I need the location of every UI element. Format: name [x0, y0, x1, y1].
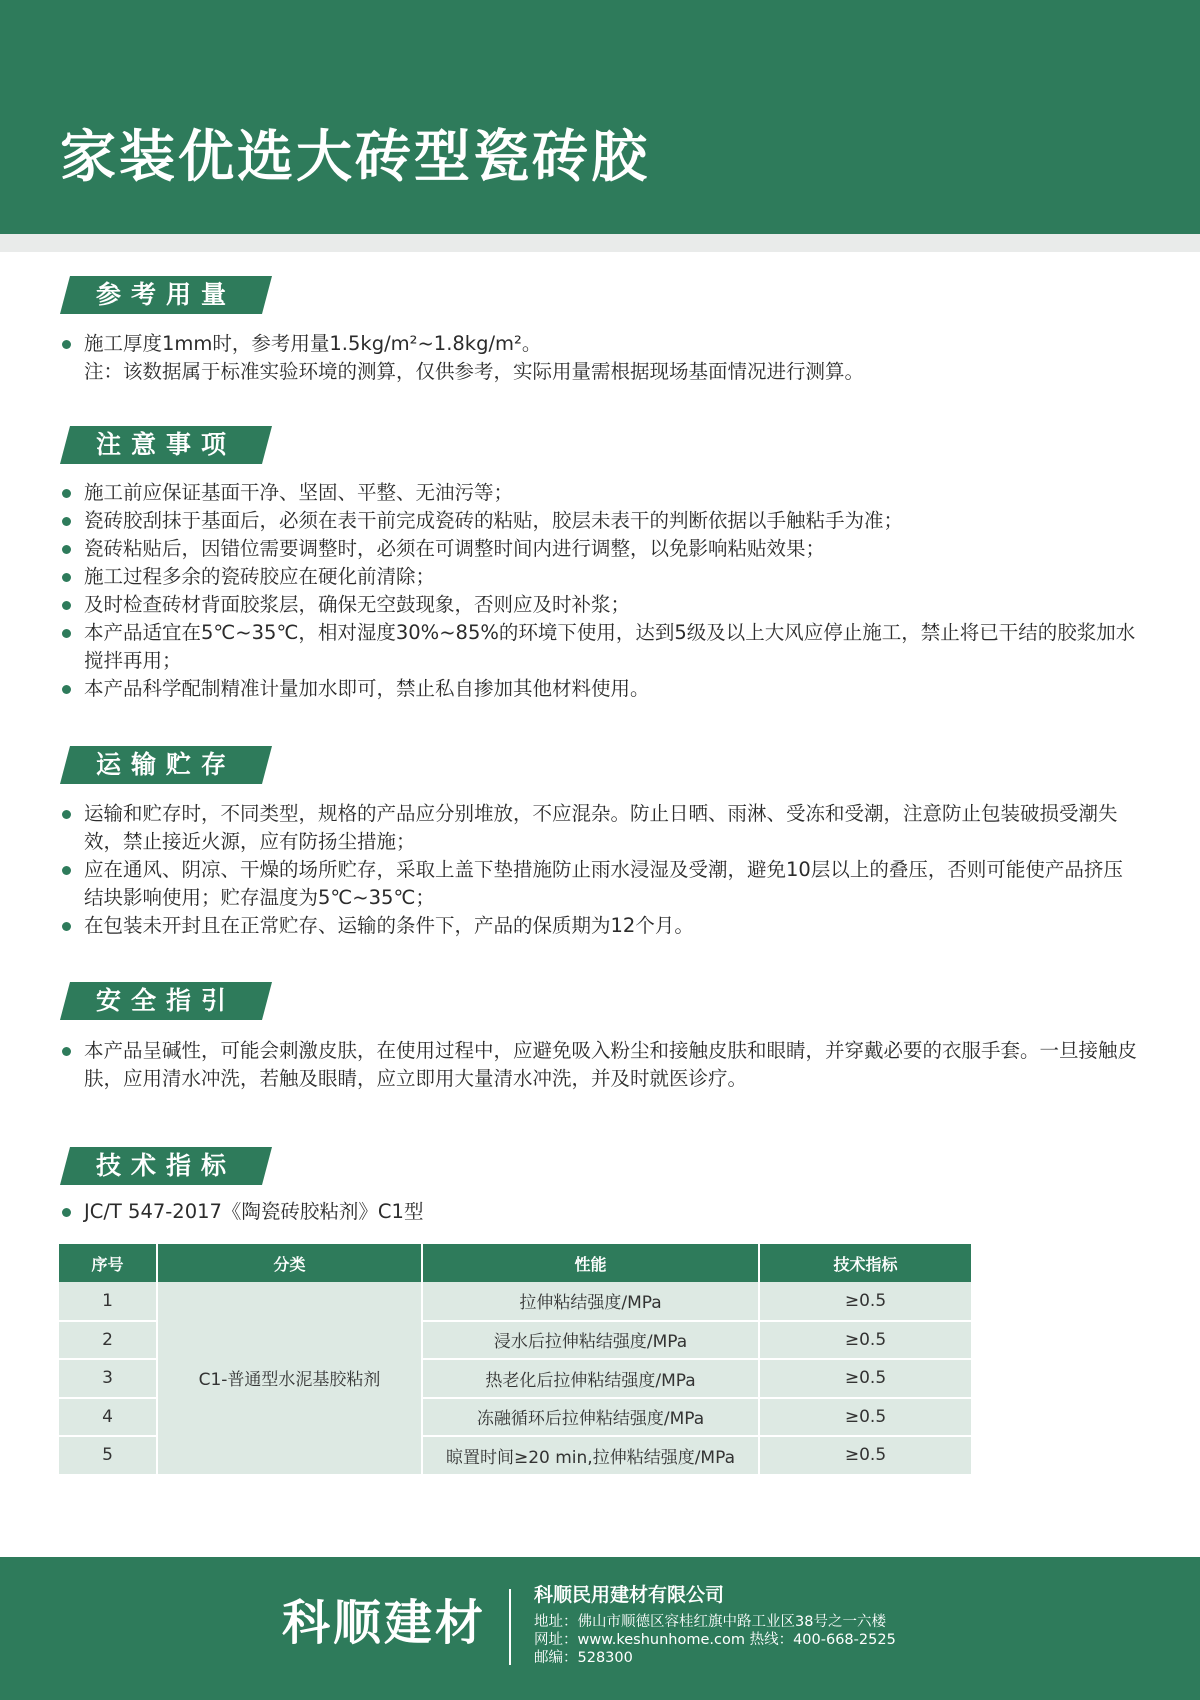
- bullet-dot-icon: [62, 517, 71, 526]
- list-item-text: 施工过程多余的瓷砖胶应在硬化前清除；: [84, 565, 436, 588]
- section-title-precautions: 注意事项: [95, 430, 236, 459]
- list-item-text: 瓷砖粘贴后，因错位需要调整时，必须在可调整时间内进行调整，以免影响粘贴效果；: [84, 537, 826, 560]
- section-heading-transport: [60, 746, 272, 784]
- list-item: [60, 591, 1140, 619]
- table-row: [59, 1282, 971, 1321]
- section-heading-usage: [60, 276, 272, 314]
- cell-no: 3: [59, 1359, 157, 1398]
- usage-note: 注：该数据属于标准实验环境的测算，仅供参考，实际用量需根据现场基面情况进行测算。: [84, 360, 865, 383]
- bullet-dot-icon: [62, 866, 71, 875]
- section-heading-precautions: [60, 426, 272, 464]
- list-item-text: 应在通风、阴凉、干燥的场所贮存，采取上盖下垫措施防止雨水浸湿及受潮，避免10层以上的叠压，否则可能使产品挤压结块影响使用；贮存温度为5℃~35℃；: [84, 858, 1123, 909]
- tech-standard-list: [60, 1198, 1140, 1226]
- bullet-dot-icon: [62, 685, 71, 694]
- cell-property: 冻融循环后拉伸粘结强度/MPa: [422, 1398, 759, 1437]
- section-title-tech: 技术指标: [95, 1151, 236, 1180]
- list-item: [60, 535, 1140, 563]
- bullet-dot-icon: [62, 1208, 71, 1217]
- cell-no: 1: [59, 1282, 157, 1321]
- list-item: [60, 479, 1140, 507]
- header-category: 分类: [157, 1244, 422, 1282]
- list-item: [60, 856, 1140, 912]
- cell-property: 拉伸粘结强度/MPa: [422, 1282, 759, 1321]
- safety-list: [60, 1037, 1140, 1093]
- cell-no: 4: [59, 1398, 157, 1437]
- list-item: [60, 330, 1140, 386]
- transport-list: [60, 800, 1140, 940]
- page-title: 家装优选大砖型瓷砖胶: [60, 125, 650, 190]
- bullet-dot-icon: [62, 810, 71, 819]
- footer-banner: [0, 1557, 1200, 1700]
- cell-value: ≥0.5: [759, 1359, 971, 1398]
- section-title-usage: 参考用量: [95, 280, 236, 309]
- header-spec: 技术指标: [759, 1244, 971, 1282]
- cell-value: ≥0.5: [759, 1282, 971, 1321]
- section-title-safety: 安全指引: [95, 986, 236, 1015]
- list-item-text: 及时检查砖材背面胶浆层，确保无空鼓现象，否则应及时补浆；: [84, 593, 631, 616]
- company-name: 科顺民用建材有限公司: [534, 1584, 725, 1606]
- list-item: [60, 912, 1140, 940]
- list-item: [60, 800, 1140, 856]
- section-heading-tech: [60, 1147, 272, 1185]
- bullet-dot-icon: [62, 629, 71, 638]
- list-item: [60, 1198, 1140, 1226]
- cell-no: 5: [59, 1436, 157, 1475]
- cell-category: C1-普通型水泥基胶粘剂: [157, 1282, 422, 1475]
- header-banner: [0, 0, 1200, 234]
- list-item-text: 施工前应保证基面干净、坚固、平整、无油污等；: [84, 481, 514, 504]
- list-item: [60, 1037, 1140, 1093]
- cell-value: ≥0.5: [759, 1321, 971, 1360]
- cell-property: 浸水后拉伸粘结强度/MPa: [422, 1321, 759, 1360]
- section-heading-safety: [60, 982, 272, 1020]
- footer-website-hotline: 网址：www.keshunhome.com 热线：400-668-2525: [534, 1632, 896, 1648]
- table-header-row: [59, 1244, 971, 1282]
- footer-postcode: 邮编：528300: [534, 1650, 633, 1666]
- header-divider-strip: [0, 234, 1200, 252]
- cell-value: ≥0.5: [759, 1398, 971, 1437]
- usage-text: 施工厚度1mm时，参考用量1.5kg/m²~1.8kg/m²。: [84, 332, 542, 355]
- footer-address: 地址：佛山市顺德区容桂红旗中路工业区38号之一六楼: [534, 1614, 886, 1630]
- bullet-dot-icon: [62, 573, 71, 582]
- cell-property: 热老化后拉伸粘结强度/MPa: [422, 1359, 759, 1398]
- tech-spec-table: [59, 1244, 971, 1476]
- cell-no: 2: [59, 1321, 157, 1360]
- cell-property: 晾置时间≥20 min,拉伸粘结强度/MPa: [422, 1436, 759, 1475]
- list-item: [60, 619, 1140, 675]
- brand-logo-text: 科顺建材: [282, 1595, 487, 1651]
- list-item-text: 运输和贮存时，不同类型，规格的产品应分别堆放，不应混杂。防止日晒、雨淋、受冻和受潮，注意防止包装破损受潮失效，禁止接近火源，应有防扬尘措施；: [84, 802, 1118, 853]
- list-item-text: 本产品呈碱性，可能会刺激皮肤，在使用过程中，应避免吸入粉尘和接触皮肤和眼睛，并穿戴必要的衣服手套。一旦接触皮肤，应用清水冲洗，若触及眼睛，应立即用大量清水冲洗，并及时就医诊疗。: [84, 1039, 1138, 1090]
- list-item-text: 本产品适宜在5℃~35℃，相对湿度30%~85%的环境下使用，达到5级及以上大风应停止施工，禁止将已干结的胶浆加水搅拌再用；: [84, 621, 1136, 672]
- footer-divider: [509, 1589, 511, 1665]
- list-item: [60, 675, 1140, 703]
- header-no: 序号: [59, 1244, 157, 1282]
- usage-list: [60, 330, 1140, 386]
- list-item-text: 本产品科学配制精准计量加水即可，禁止私自掺加其他材料使用。: [84, 677, 650, 700]
- section-title-transport: 运输贮存: [95, 750, 236, 779]
- list-item: [60, 507, 1140, 535]
- bullet-dot-icon: [62, 545, 71, 554]
- bullet-dot-icon: [62, 601, 71, 610]
- bullet-dot-icon: [62, 1047, 71, 1056]
- cell-value: ≥0.5: [759, 1436, 971, 1475]
- bullet-dot-icon: [62, 489, 71, 498]
- header-property: 性能: [422, 1244, 759, 1282]
- precautions-list: [60, 479, 1140, 703]
- list-item-text: 瓷砖胶刮抹于基面后，必须在表干前完成瓷砖的粘贴，胶层未表干的判断依据以手触粘手为准；: [84, 509, 904, 532]
- bullet-dot-icon: [62, 340, 71, 349]
- list-item: [60, 563, 1140, 591]
- tech-standard-text: JC/T 547-2017《陶瓷砖胶粘剂》C1型: [84, 1200, 424, 1223]
- list-item-text: 在包装未开封且在正常贮存、运输的条件下，产品的保质期为12个月。: [84, 914, 694, 937]
- bullet-dot-icon: [62, 922, 71, 931]
